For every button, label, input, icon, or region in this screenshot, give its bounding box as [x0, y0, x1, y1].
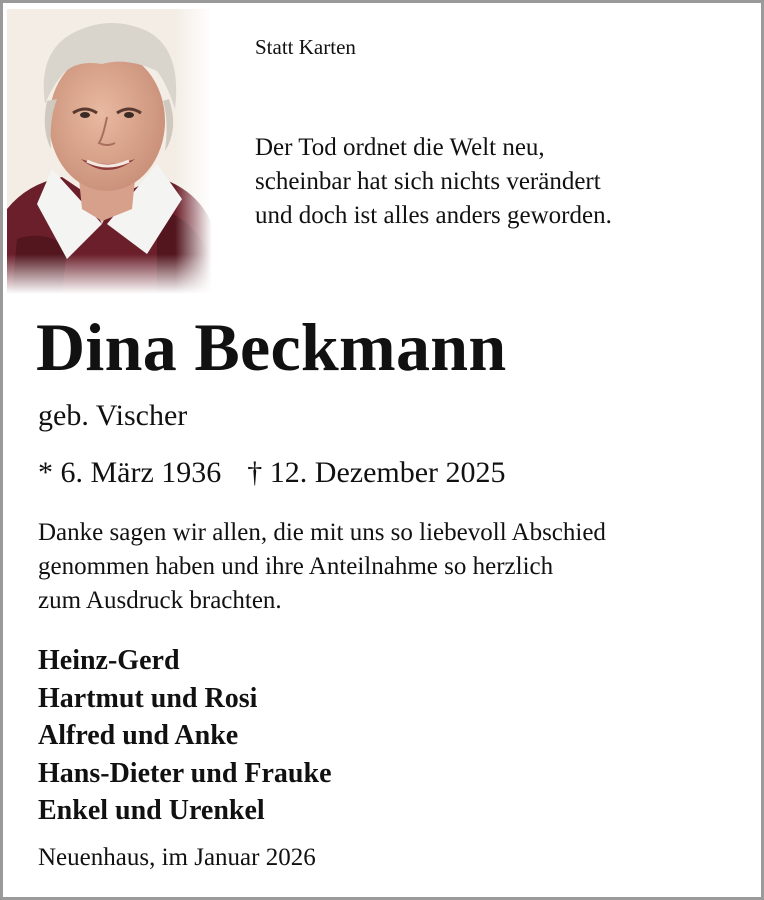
death-date: † 12. Dezember 2025 — [247, 456, 506, 489]
family-member: Hartmut und Rosi — [38, 682, 258, 714]
family-member: Alfred und Anke — [38, 720, 239, 751]
place-and-date: Neuenhaus, im Januar 2026 — [38, 844, 316, 871]
maiden-name: geb. Vischer — [38, 399, 188, 432]
poem-line: Der Tod ordnet die Welt neu, — [255, 134, 545, 161]
family-member: Enkel und Urenkel — [38, 795, 265, 826]
thanks-line: genommen haben und ihre Anteilnahme so herzlich — [38, 553, 554, 580]
family-list — [38, 642, 332, 830]
birth-date: * 6. März 1936 — [38, 456, 222, 489]
deceased-name: Dina Beckmann — [36, 309, 507, 385]
portrait-illustration — [7, 9, 212, 294]
poem-line: und doch ist alles anders geworden. — [255, 202, 612, 229]
thanks-message — [38, 516, 606, 618]
poem-line: scheinbar hat sich nichts verändert — [255, 168, 601, 195]
statt-karten-label: Statt Karten — [255, 35, 356, 59]
family-member: Hans-Dieter und Frauke — [38, 757, 332, 789]
thanks-line: Danke sagen wir allen, die mit uns so liebevoll Abschied — [38, 519, 606, 546]
life-dates — [38, 453, 506, 493]
thanks-line: zum Ausdruck brachten. — [38, 587, 282, 614]
family-member: Heinz-Gerd — [38, 645, 180, 676]
portrait-photo — [7, 9, 212, 294]
poem-verse — [255, 131, 612, 233]
